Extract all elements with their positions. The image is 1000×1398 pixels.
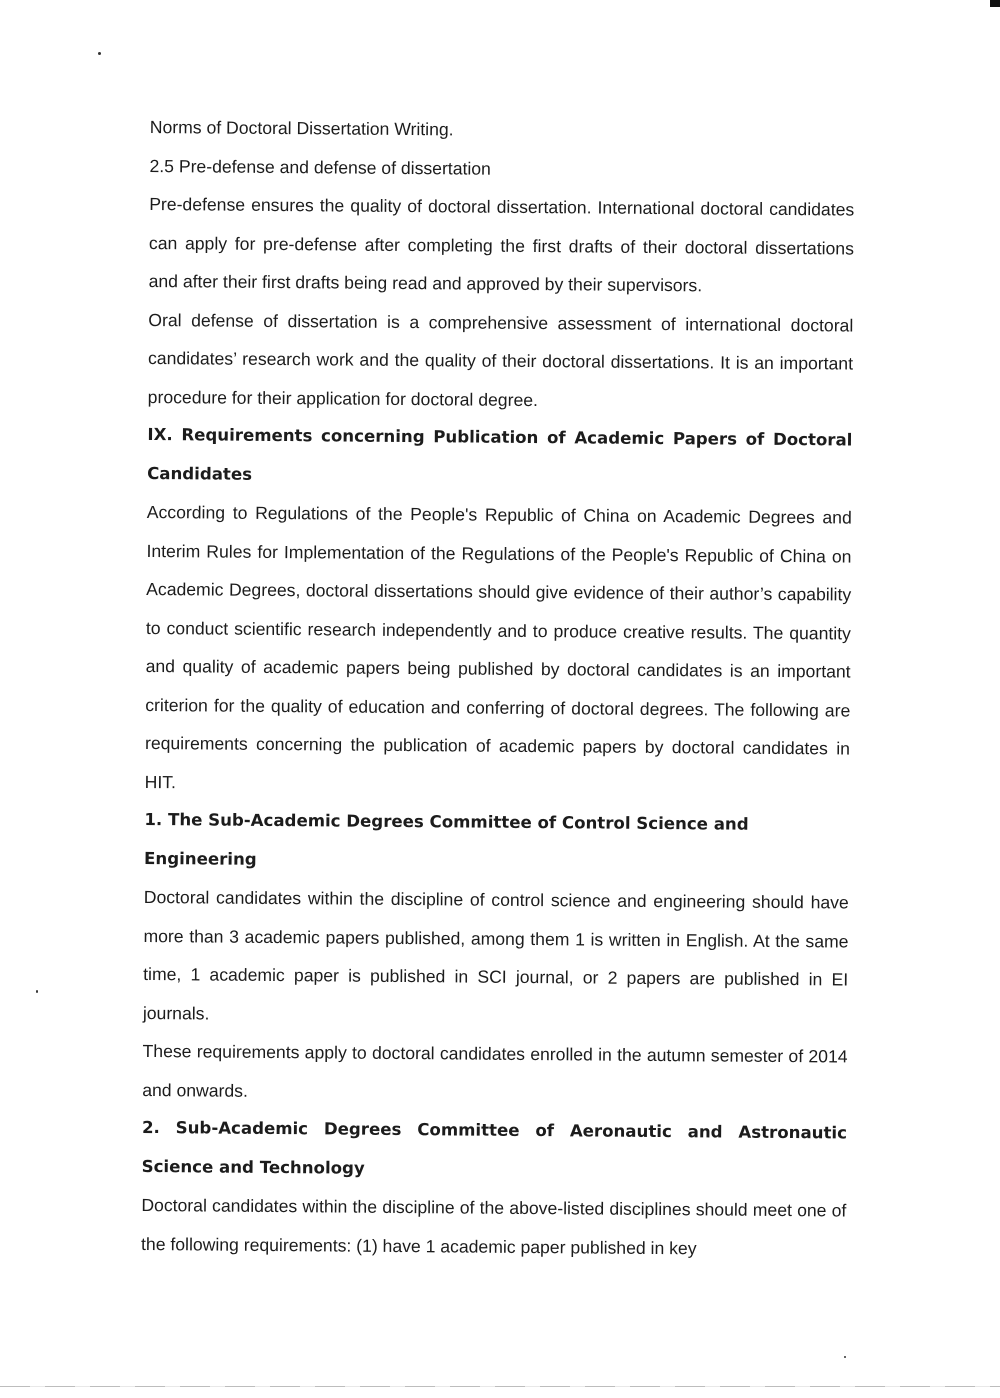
paragraph-enrollment-note: These requirements apply to doctoral candidates enrolled in the autumn semester of 2014 and onwards. — [142, 1040, 848, 1101]
paragraph-aeronautic-requirements: Doctoral candidates within the discipline of the above-listed disciplines should meet one of the following requirements: (1) have 1 academic paper published in key — [141, 1194, 847, 1258]
paragraph-oral-defense: Oral defense of dissertation is a comprehensive assessment of international doctoral candidates’ research work and the quality of their doctoral dissertations. It is an important procedure for their application for doctoral degree. — [147, 309, 854, 410]
scan-speck — [844, 1356, 846, 1358]
scan-speck — [36, 990, 38, 993]
paragraph-norms: Norms of Doctoral Dissertation Writing. — [149, 116, 454, 140]
scan-bottom-edge — [0, 1386, 1000, 1387]
paragraph-pre-defense: Pre-defense ensures the quality of doctoral dissertation. International doctoral candidates can apply for pre-defense after completing the first drafts of their doctoral dissertations and after their first drafts being read and approved by their supervisors. — [148, 193, 855, 296]
paragraph-regulations: According to Regulations of the People's Republic of China on Academic Degrees and Interim Rules for Implementation of the Regulations of the People's Republic of China on Academic Degrees, doctoral dissertations should give evidence of their author’s capability to conduct scientific research independently and to produce creative results. The quantity and quality of academic papers being published by doctoral candidates is an important criterion for the quality of education and conferring of doctoral degrees. The following are requirements concerning the publication of academic papers by doctoral candidates in HIT. — [144, 501, 852, 792]
document-body — [141, 108, 855, 1269]
heading-aeronautic: 2. Sub-Academic Degrees Committee of Aeronautic and Astronautic Science and Technology — [141, 1117, 848, 1178]
heading-control-science: 1. The Sub-Academic Degrees Committee of Control Science and Engineering — [144, 809, 749, 869]
heading-section-ix: IX. Requirements concerning Publication of Academic Papers of Doctoral Candidates — [147, 424, 853, 484]
section-2-5-title: 2.5 Pre-defense and defense of dissertation — [149, 155, 491, 179]
scan-speck — [98, 52, 101, 55]
paragraph-control-requirements: Doctoral candidates within the discipline of control science and engineering should have more than 3 academic papers published, among them 1 is written in English. At the same time, 1 academic paper is published in SCI journal, or 2 papers are published in EI journals. — [142, 886, 849, 1023]
scan-corner-mark — [990, 0, 1000, 7]
